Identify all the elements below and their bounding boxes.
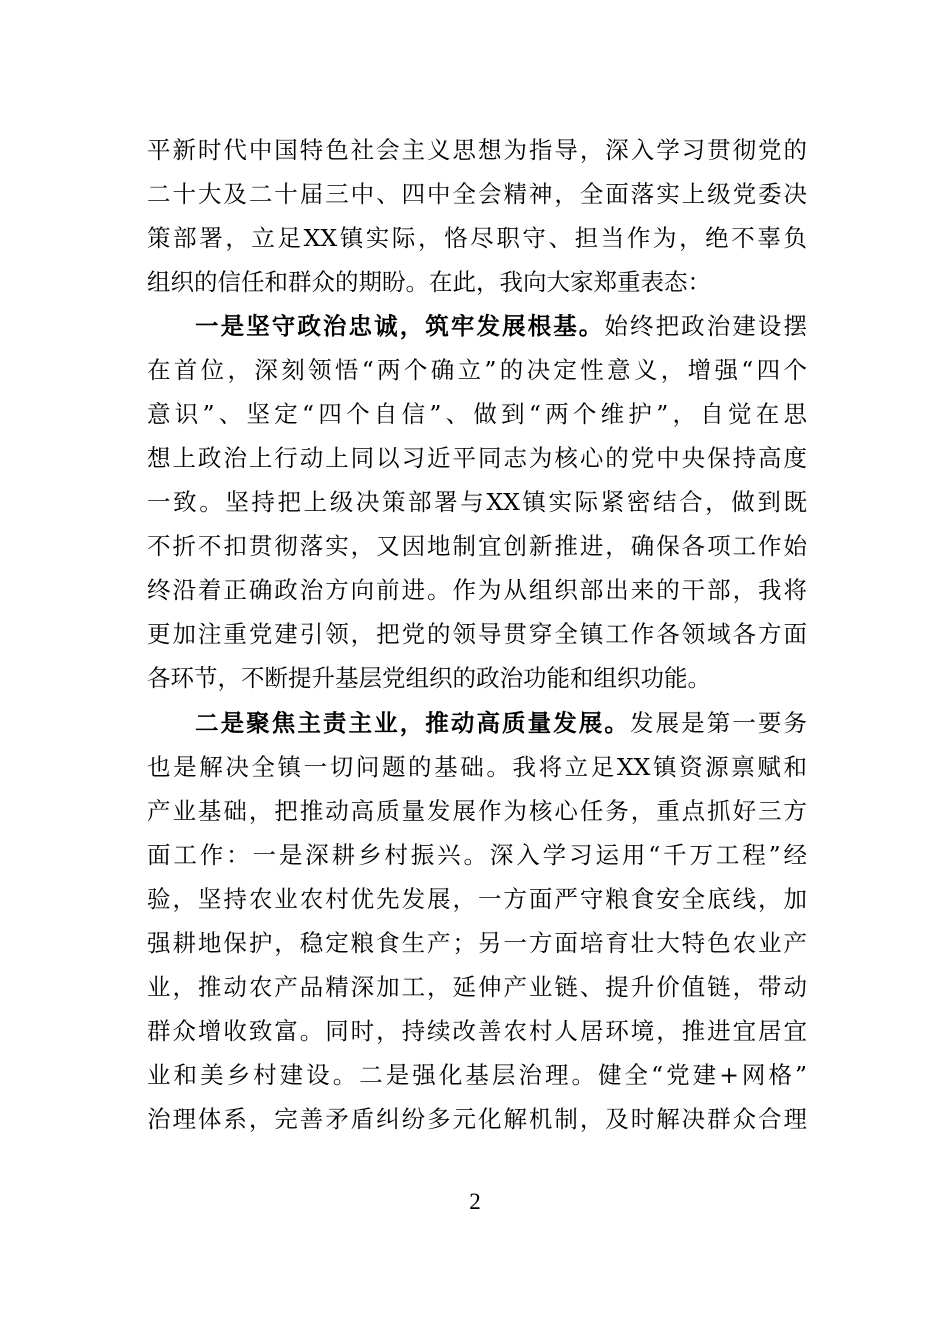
text-run: 始终把政治建设摆 <box>604 312 807 340</box>
text-line: 验，坚持农业农村优先发展，一方面严守粮食安全底线，加 <box>147 885 807 913</box>
section-heading: 二是聚焦主责主业，推动高质量发展。 <box>195 709 630 737</box>
paragraph-first-line <box>195 703 807 743</box>
text-line: 业和美乡村建设。二是强化基层治理。健全“党建+网格” <box>147 1061 807 1089</box>
text-line: 不折不扣贯彻落实，又因地制宜创新推进，确保各项工作始 <box>147 532 807 560</box>
page-number: 2 <box>469 1189 481 1214</box>
text-line: 在首位，深刻领悟“两个确立”的决定性意义，增强“四个 <box>147 356 807 384</box>
text-line: 群众增收致富。同时，持续改善农村人居环境，推进宜居宜 <box>147 1017 807 1045</box>
text-line: 一致。坚持把上级决策部署与XX镇实际紧密结合，做到既 <box>147 488 807 516</box>
text-line: 治理体系，完善矛盾纠纷多元化解机制，及时解决群众合理 <box>147 1105 807 1133</box>
text-line: 产业基础，把推动高质量发展作为核心任务，重点抓好三方 <box>147 797 807 825</box>
text-line: 更加注重党建引领，把党的领导贯穿全镇工作各领域各方面 <box>147 620 807 648</box>
text-line: 强耕地保护，稳定粮食生产；另一方面培育壮大特色农业产 <box>147 929 807 957</box>
section-heading: 一是坚守政治忠诚，筑牢发展根基。 <box>195 312 605 340</box>
text-line: 组织的信任和群众的期盼。在此，我向大家郑重表态： <box>147 268 711 296</box>
text-line: 终沿着正确政治方向前进。作为从组织部出来的干部，我将 <box>147 576 807 604</box>
text-line: 策部署，立足XX镇实际，恪尽职守、担当作为，绝不辜负 <box>147 224 807 252</box>
text-line: 想上政治上行动上同以习近平同志为核心的党中央保持高度 <box>147 444 807 472</box>
text-line: 也是解决全镇一切问题的基础。我将立足XX镇资源禀赋和 <box>147 753 807 781</box>
text-line: 二十大及二十届三中、四中全会精神，全面落实上级党委决 <box>147 180 807 208</box>
paragraph-first-line <box>195 306 807 346</box>
text-line: 业，推动农产品精深加工，延伸产业链、提升价值链，带动 <box>147 973 807 1001</box>
text-line: 平新时代中国特色社会主义思想为指导，深入学习贯彻党的 <box>147 136 807 164</box>
text-line: 意识”、坚定“四个自信”、做到“两个维护”，自觉在思 <box>147 400 807 428</box>
text-line: 各环节，不断提升基层党组织的政治功能和组织功能。 <box>147 664 711 692</box>
text-line: 面工作：一是深耕乡村振兴。深入学习运用“千万工程”经 <box>147 841 807 869</box>
text-run: 发展是第一要务 <box>629 709 808 737</box>
